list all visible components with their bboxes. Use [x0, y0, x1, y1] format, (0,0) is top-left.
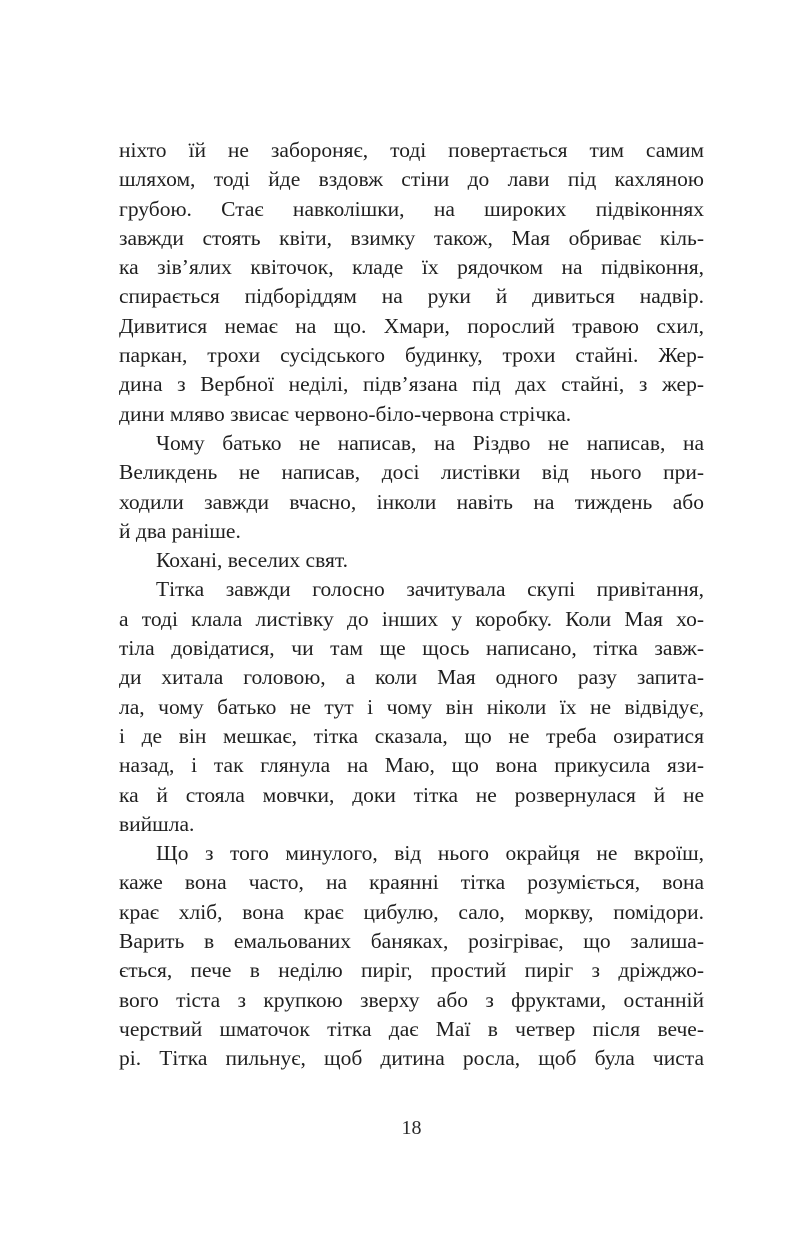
text-line: ка зів’ялих квіточок, кладе їх рядочком на підвіконня,	[119, 255, 704, 280]
text-line: Великдень не написав, досі листівки від нього при-	[119, 460, 704, 485]
text-line: й два раніше.	[119, 518, 241, 543]
paragraph	[119, 839, 704, 1073]
page-text-block	[119, 136, 704, 1074]
text-line: паркан, трохи сусідського будинку, трохи стайні. Жер-	[119, 343, 704, 368]
text-line: шляхом, тоді йде вздовж стіни до лави під кахляною	[119, 167, 704, 192]
text-line: вого тіста з крупкою зверху або з фруктами, останній	[119, 987, 704, 1012]
text-line: Варить в емальованих баняках, розігріває, що залиша-	[119, 929, 704, 954]
text-line: Тітка завжди голосно зачитувала скупі привітання,	[156, 577, 704, 602]
paragraph	[119, 429, 704, 546]
text-line: каже вона часто, на краянні тітка розуміється, вона	[119, 870, 704, 895]
text-line: дина з Вербної неділі, підв’язана під дах стайні, з жер-	[119, 372, 704, 397]
text-line: Чому батько не написав, на Різдво не написав, на	[156, 430, 704, 455]
text-line: ди хитала головою, а коли Мая одного разу запита-	[119, 665, 704, 690]
text-line: вийшла.	[119, 811, 195, 836]
paragraph	[119, 136, 704, 429]
text-line: Що з того минулого, від нього окрайця не вкроїш,	[156, 841, 704, 866]
text-line: крає хліб, вона крає цибулю, сало, моркву, помідори.	[119, 899, 704, 924]
text-line: грубою. Стає навколішки, на широких підвіконнях	[119, 196, 704, 221]
text-line: рі. Тітка пильнує, щоб дитина росла, щоб була чиста	[119, 1046, 704, 1071]
text-line: Дивитися немає на що. Хмари, порослий травою схил,	[119, 313, 704, 338]
text-line: ходили завжди вчасно, інколи навіть на тиждень або	[119, 489, 704, 514]
page-number: 18	[401, 1117, 422, 1139]
text-line: а тоді клала листівку до інших у коробку. Коли Мая хо-	[119, 606, 704, 631]
text-line: Кохані, веселих свят.	[156, 548, 348, 573]
text-line: і де він мешкає, тітка сказала, що не треба озиратися	[119, 723, 704, 748]
text-line: тіла довідатися, чи там ще щось написано, тітка завж-	[119, 636, 704, 661]
text-line: черствий шматочок тітка дає Маї в четвер після вече-	[119, 1016, 704, 1041]
text-line: ніхто їй не забороняє, тоді повертається тим самим	[119, 138, 704, 162]
paragraph	[119, 575, 704, 839]
paragraph	[119, 546, 704, 575]
text-line: ла, чому батько не тут і чому він ніколи їх не відвідує,	[119, 694, 704, 719]
text-line: назад, і так глянула на Маю, що вона прикусила язи-	[119, 753, 704, 778]
text-line: ється, пече в неділю пиріг, простий пиріг з дріжджо-	[119, 958, 704, 983]
text-line: ка й стояла мовчки, доки тітка не розвернулася й не	[119, 782, 704, 807]
text-line: завжди стоять квіти, взимку також, Мая обриває кіль-	[119, 225, 704, 250]
text-line: спирається підборіддям на руки й дивиться надвір.	[119, 284, 704, 309]
text-line: дини мляво звисає червоно-біло-червона стрічка.	[119, 401, 572, 426]
